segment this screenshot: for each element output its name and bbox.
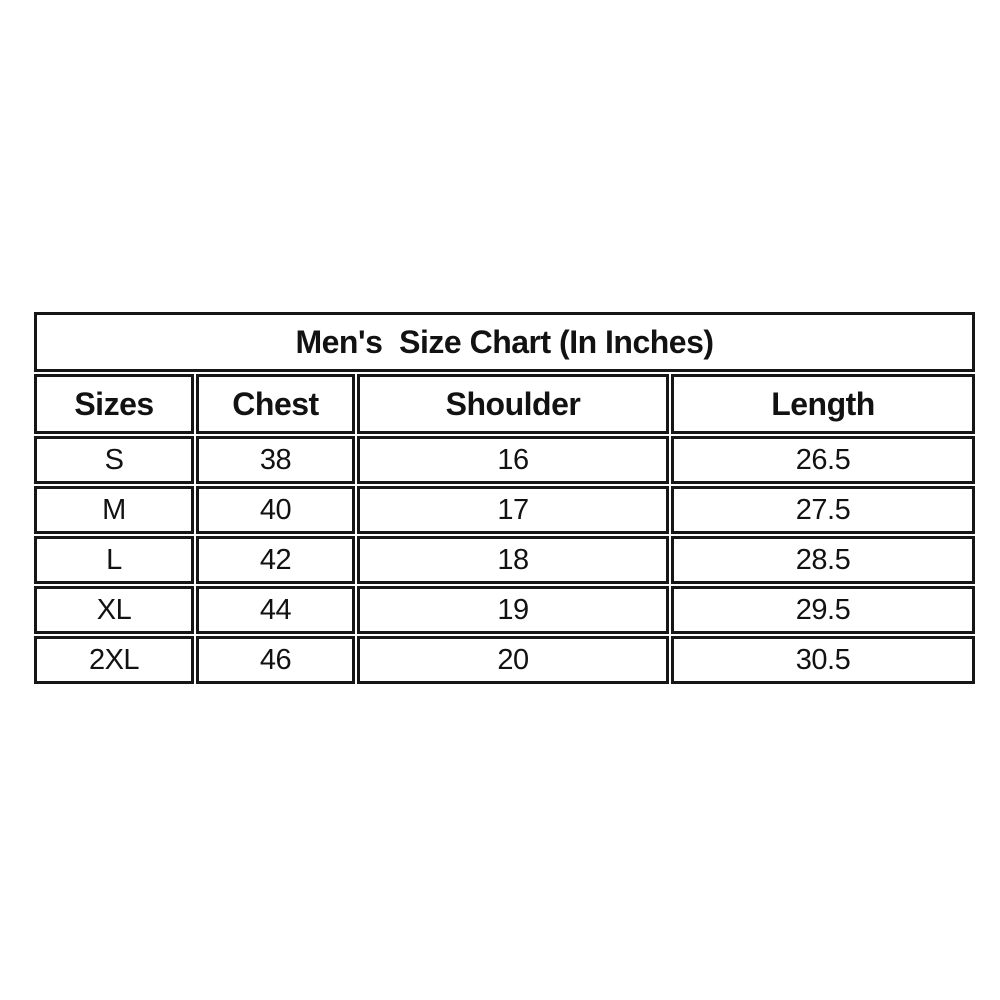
cell-shoulder: 19 — [357, 586, 669, 634]
cell-shoulder: 17 — [357, 486, 669, 534]
column-header-length: Length — [671, 374, 975, 434]
table-row — [34, 436, 975, 484]
table-row — [34, 536, 975, 584]
table-title: Men's Size Chart (In Inches) — [34, 312, 975, 372]
column-header-shoulder: Shoulder — [357, 374, 669, 434]
table-row — [34, 486, 975, 534]
cell-length: 26.5 — [671, 436, 975, 484]
column-header-chest: Chest — [196, 374, 355, 434]
cell-length: 27.5 — [671, 486, 975, 534]
cell-length: 28.5 — [671, 536, 975, 584]
cell-size: 2XL — [34, 636, 194, 684]
cell-length: 29.5 — [671, 586, 975, 634]
column-header-sizes: Sizes — [34, 374, 194, 434]
cell-size: S — [34, 436, 194, 484]
cell-length: 30.5 — [671, 636, 975, 684]
header-row — [34, 374, 975, 434]
cell-size: M — [34, 486, 194, 534]
cell-shoulder: 18 — [357, 536, 669, 584]
cell-shoulder: 16 — [357, 436, 669, 484]
cell-chest: 44 — [196, 586, 355, 634]
size-chart-table — [32, 310, 977, 686]
cell-chest: 46 — [196, 636, 355, 684]
cell-chest: 40 — [196, 486, 355, 534]
cell-chest: 38 — [196, 436, 355, 484]
table-row — [34, 636, 975, 684]
cell-shoulder: 20 — [357, 636, 669, 684]
cell-size: XL — [34, 586, 194, 634]
title-row — [34, 312, 975, 372]
table-row — [34, 586, 975, 634]
cell-chest: 42 — [196, 536, 355, 584]
cell-size: L — [34, 536, 194, 584]
